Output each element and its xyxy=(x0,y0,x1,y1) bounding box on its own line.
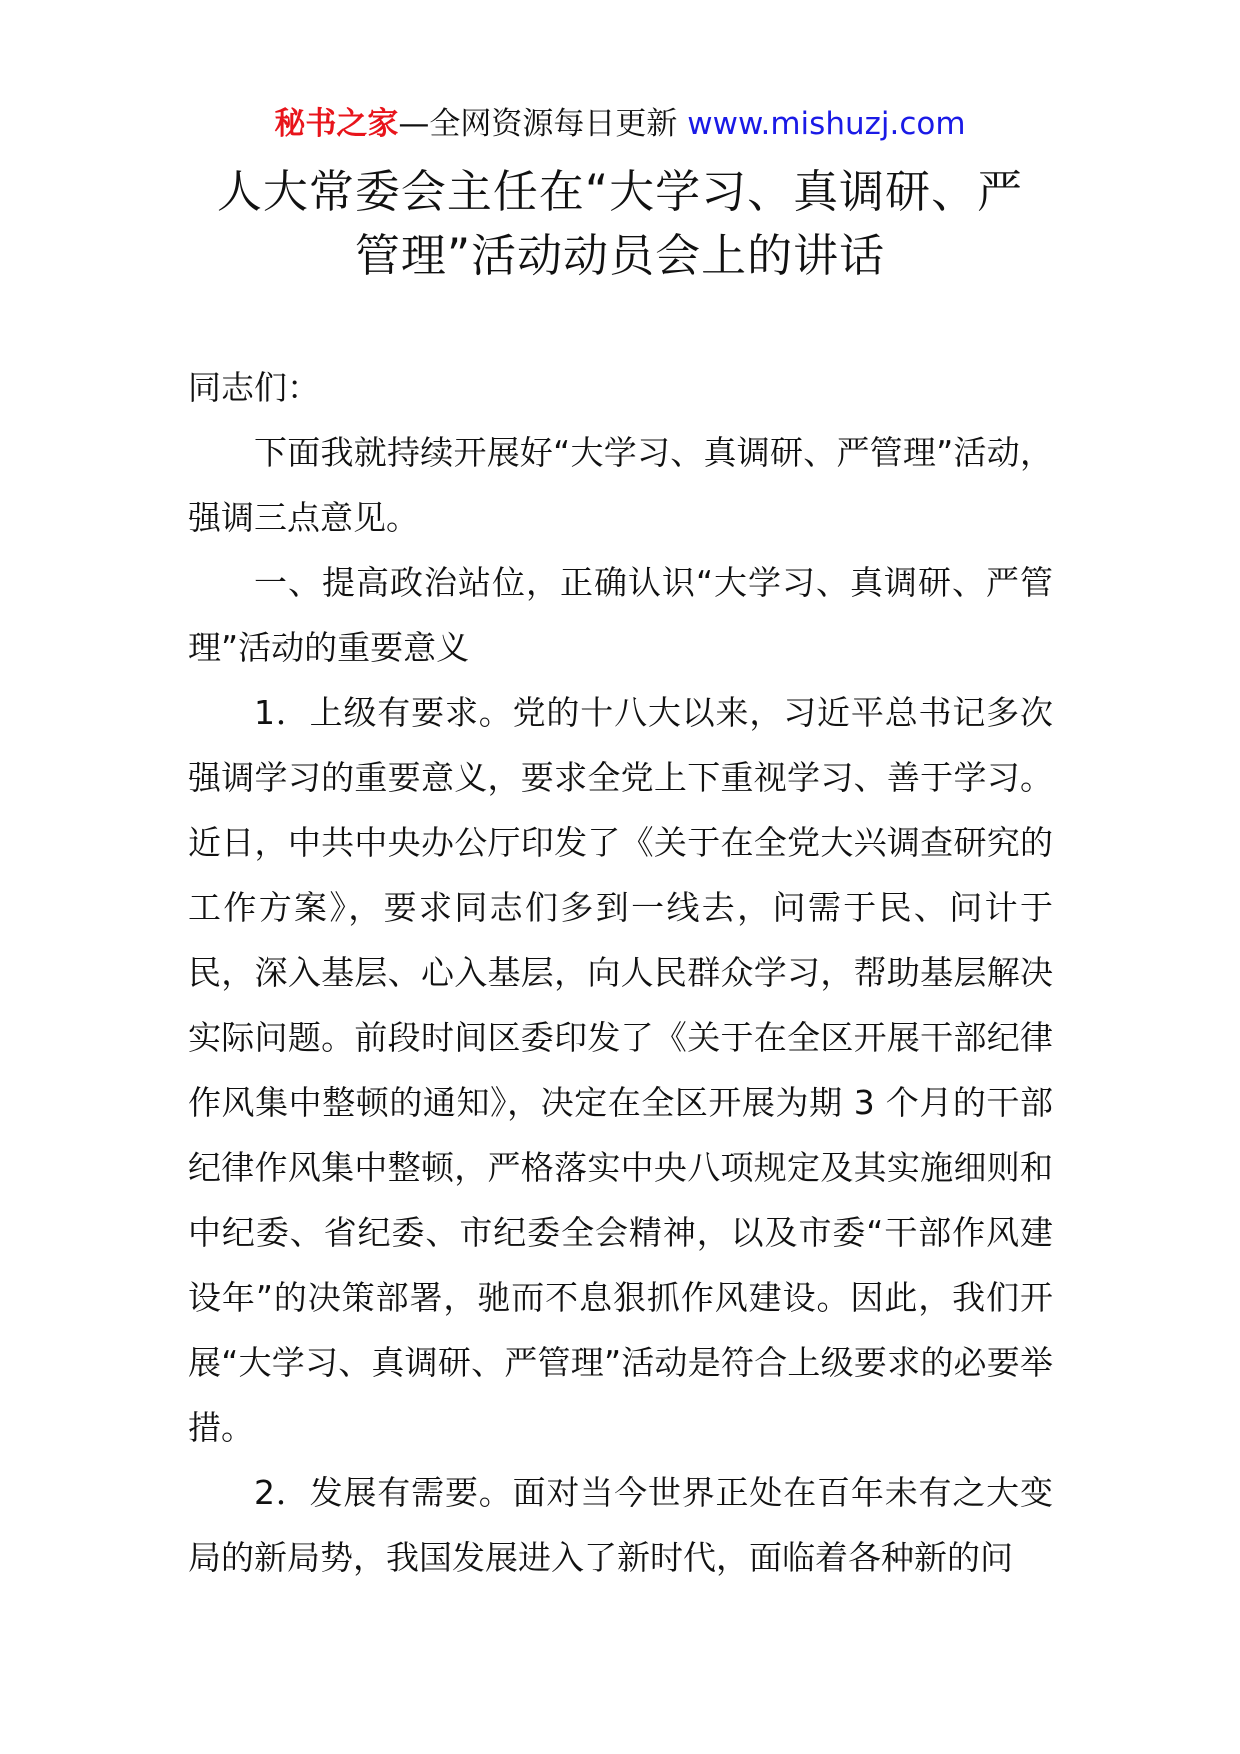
paragraph-2: 2．发展有需要。面对当今世界正处在百年未有之大变局的新局势，我国发展进入了新时代，面临着各种新的问 xyxy=(188,1473,1053,1577)
brand-name: 秘书之家 xyxy=(274,106,399,142)
document-body xyxy=(188,355,1053,1590)
section-heading-1: 一、提高政治站位，正确认识“大学习、真调研、严管理”活动的重要意义 xyxy=(188,563,1053,667)
intro-paragraph: 下面我就持续开展好“大学习、真调研、严管理”活动，强调三点意见。 xyxy=(188,433,1053,537)
paragraph-1: 1．上级有要求。党的十八大以来，习近平总书记多次强调学习的重要意义，要求全党上下重视学习、善于学习。近日，中共中央办公厅印发了《关于在全党大兴调查研究的工作方案》，要求同志们多到一线去，问需于民、问计于民，深入基层、心入基层，向人民群众学习，帮助基层解决实际问题。前段时间区委印发了《关于在全区开展干部纪律作风集中整顿的通知》，决定在全区开展为期 3 个月的干部纪律作风集中整顿，严格落实中央八项规定及其实施细则和中纪委、省纪委、市纪委全会精神，以及市委“干部作风建设年”的决策部署，驰而不息狠抓作风建设。因此，我们开展“大学习、真调研、严管理”活动是符合上级要求的必要举措。 xyxy=(188,693,1053,1447)
salutation: 同志们： xyxy=(188,368,320,407)
source-banner xyxy=(0,104,1240,144)
document-title xyxy=(150,160,1090,288)
banner-tagline: —全网资源每日更新 xyxy=(398,106,688,142)
title-line-2: 管理”活动动员会上的讲话 xyxy=(354,229,886,282)
website-link[interactable]: www.mishuzj.com xyxy=(687,106,966,142)
title-line-1: 人大常委会主任在“大学习、真调研、严 xyxy=(216,165,1024,218)
